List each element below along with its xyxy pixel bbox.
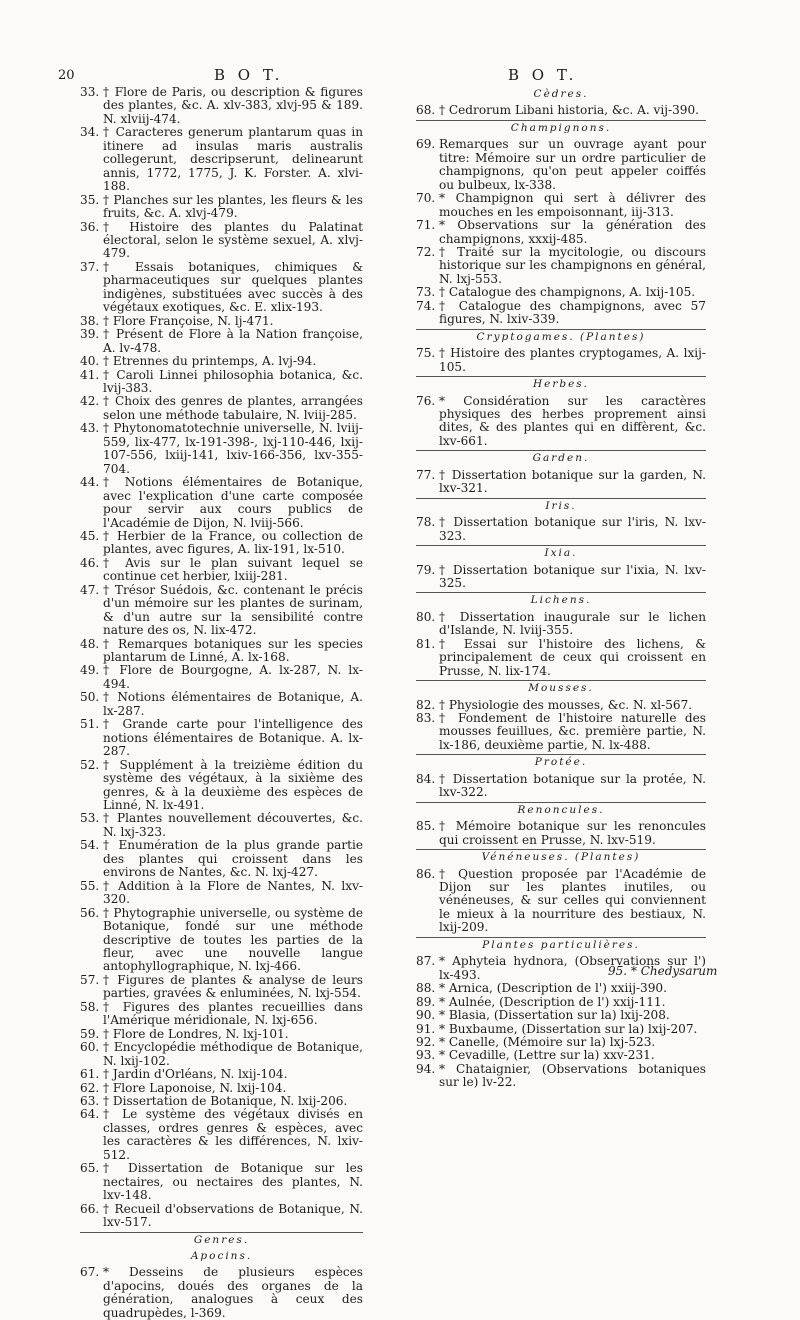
entry-number: 50. (80, 690, 100, 705)
entry-number: 51. (80, 717, 100, 732)
entry-number: 49. (80, 663, 100, 678)
entry-number: 38. (80, 313, 100, 328)
bibliography-entry (416, 868, 706, 935)
bibliography-entry (80, 664, 363, 691)
section-heading: Vénéneuses. (Plantes) (416, 849, 706, 864)
entry-number: 45. (80, 528, 100, 543)
bibliography-entry (80, 1028, 363, 1041)
entry-text: † Notions élémentaires de Botanique, avec l'explication d'une carte composée pour servir aux cours publics de l'Académie de Dijon, N. lviij-566. (103, 475, 363, 530)
entry-number: 80. (416, 609, 436, 624)
bibliography-entry (416, 638, 706, 678)
entry-text: † Dissertation botanique sur l'ixia, N. lxv-325. (439, 562, 706, 590)
section-heading: Ixia. (416, 545, 706, 560)
section-heading: Apocins. (190, 1249, 253, 1262)
entry-number: 34. (80, 125, 100, 140)
entry-text: † Choix des genres de plantes, arrangées selon une méthode tabulaire, N. lviij-285. (103, 394, 363, 422)
bibliography-entry (416, 300, 706, 327)
entry-number: 54. (80, 838, 100, 853)
entry-text: † Caroli Linnei philosophia botanica, &c. lvij-383. (103, 367, 363, 395)
bibliography-entry (80, 194, 363, 221)
entry-number: 42. (80, 394, 100, 409)
entry-text: † Fondement de l'histoire naturelle des mousses feuillues, &c. première partie, N. lx-186, deuxième partie, N. lx-488. (439, 711, 706, 752)
catchword: 95. * Chedysarum (608, 964, 718, 978)
entry-number: 57. (80, 972, 100, 987)
running-head-right: B O T. (508, 66, 578, 84)
entry-text: * Blasia, (Dissertation sur la) lxij-208. (439, 1008, 670, 1023)
bibliography-entry (80, 718, 363, 758)
section-heading: Renoncules. (416, 802, 706, 817)
entry-text: † Physiologie des mousses, &c. N. xl-567. (439, 697, 693, 712)
bibliography-entry (416, 469, 706, 496)
entry-text: * Aphyteia hydnora, (Observations sur l') lx-493. (439, 954, 706, 982)
entry-number: 35. (80, 192, 100, 207)
bibliography-entry (80, 638, 363, 665)
section-heading: Protée. (416, 754, 706, 769)
entry-text: Remarques sur un ouvrage ayant pour titre: Mémoire sur un ordre particulier de champignons, qu'on peut appeler coiffés ou bulbeux, lx-338. (439, 137, 706, 192)
entry-number: 89. (416, 994, 436, 1009)
section-heading: Cèdres. (533, 88, 589, 100)
entry-number: 81. (416, 636, 436, 651)
entry-text: * Arnica, (Description de l') xxiij-390. (439, 981, 667, 996)
bibliography-entry (416, 286, 706, 299)
entry-number: 56. (80, 905, 100, 920)
bibliography-entry (416, 1036, 706, 1049)
bibliography-entry (80, 86, 363, 126)
entry-text: * Observations sur la génération des champignons, xxxij-485. (439, 218, 706, 246)
entry-number: 36. (80, 219, 100, 234)
entry-number: 82. (416, 697, 436, 712)
entry-number: 43. (80, 421, 100, 436)
entry-number: 62. (80, 1080, 100, 1095)
entry-text: † Histoire des plantes cryptogames, A. lxij-105. (439, 346, 706, 374)
bibliography-entry (80, 1041, 363, 1068)
entry-text: † Supplément à la treizième édition du système des végétaux, à la sixième des genres, & à la deuxième des espèces de Linné, N. lx-491. (103, 757, 363, 813)
entry-number: 39. (80, 327, 100, 342)
bibliography-entry (80, 812, 363, 839)
entry-text: * Considération sur les caractères physiques des herbes proprement ainsi dites, & des plantes qui en diffèrent, &c. lxv-661. (439, 393, 706, 448)
bibliography-entry (416, 1063, 706, 1090)
entry-number: 86. (416, 866, 436, 881)
section-heading: Herbes. (416, 376, 706, 391)
bibliography-entry (416, 104, 706, 117)
entry-text: * Aulnée, (Description de l') xxij-111. (439, 994, 666, 1009)
bibliography-entry (416, 347, 706, 374)
entry-text: † Phytographie universelle, ou système de Botanique, fondé sur une méthode descriptive de toutes les parties de la fleur, avec une nouvelle langue antophyllographique, N. lxj-466. (103, 905, 363, 974)
section-heading: Plantes particulières. (416, 937, 706, 952)
bibliography-entry (416, 996, 706, 1009)
entry-text: † Trésor Suédois, &c. contenant le précis d'un mémoire sur les plantes de surinam, & d'un autre sur la sensibilité contre nature des os, N. lix-472. (103, 582, 363, 638)
bibliography-entry (80, 1203, 363, 1230)
bibliography-entry (416, 773, 706, 800)
section-heading: Genres. (80, 1232, 363, 1247)
entry-text: † Dissertation de Botanique sur les nectaires, ou nectaires des plantes, N. lxv-148. (103, 1161, 363, 1203)
bibliography-entry (80, 476, 363, 530)
bibliography-entry (416, 138, 706, 192)
entry-number: 69. (416, 137, 436, 152)
entry-text: † Essai sur l'histoire des lichens, & principalement de ceux qui croissent en Prusse, N. lix-174. (439, 636, 706, 678)
entry-text: † Histoire des plantes du Palatinat électoral, selon le système sexuel, A. xlvj-479. (103, 219, 363, 261)
section-heading: Mousses. (416, 680, 706, 695)
entry-text: † Remarques botaniques sur les species plantarum de Linné, A. lx-168. (103, 636, 363, 665)
bibliography-entry (80, 1068, 363, 1081)
bibliography-entry (416, 395, 706, 449)
entry-number: 44. (80, 475, 100, 490)
entry-text: † Avis sur le plan suivant lequel se continue cet herbier, lxiij-281. (103, 555, 363, 584)
entry-number: 53. (80, 811, 100, 826)
entry-text: † Présent de Flore à la Nation françoise, A. lv-478. (103, 327, 363, 355)
entry-text: † Flore de Paris, ou description & figures des plantes, &c. A. xlv-383, xlvj-95 & 189. N. xlviij-474. (103, 85, 363, 126)
entry-text: † Planches sur les plantes, les fleurs & les fruits, &c. A. xlvj-479. (103, 192, 363, 221)
bibliography-entry (416, 982, 706, 995)
entry-text: † Le système des végétaux divisés en classes, ordres genres & espèces, avec les caractères & les différences, N. lxiv-512. (103, 1107, 363, 1162)
entry-text: † Dissertation botanique sur l'iris, N. lxv-323. (439, 515, 706, 543)
entry-text: † Notions élémentaires de Botanique, A. lx-287. (103, 690, 363, 718)
section-heading: Lichens. (416, 592, 706, 607)
entry-number: 70. (416, 191, 436, 206)
entry-number: 60. (80, 1040, 100, 1055)
bibliography-entry (80, 1162, 363, 1202)
entry-text: † Essais botaniques, chimiques & pharmaceutiques sur quelques plantes indigènes, substituées avec succès à des végétaux exotiques, &c. E. xlix-193. (103, 259, 363, 315)
bibliography-entry (80, 880, 363, 907)
entry-text: † Enumération de la plus grande partie des plantes qui croissent dans les environs de Nantes, &c. N. lxj-427. (103, 838, 363, 880)
page-number: 20 (58, 68, 75, 83)
entry-number: 61. (80, 1067, 100, 1082)
entry-number: 52. (80, 757, 100, 772)
entry-number: 84. (416, 771, 436, 786)
entry-number: 65. (80, 1161, 100, 1176)
bibliography-entry (80, 422, 363, 476)
entry-number: 88. (416, 981, 436, 996)
right-column (416, 86, 706, 1090)
bibliography-entry (416, 1009, 706, 1022)
bibliography-entry (80, 1108, 363, 1162)
section-heading: Iris. (416, 498, 706, 513)
entry-number: 75. (416, 346, 436, 361)
entry-number: 33. (80, 85, 100, 99)
entry-number: 87. (416, 954, 436, 969)
entry-text: * Desseins de plusieurs espèces d'apocins, doués des organes de la génération, analogues à ceux des quadrupèdes, l-369. (103, 1265, 363, 1320)
entry-text: † Dissertation de Botanique, N. lxij-206. (103, 1093, 348, 1108)
bibliography-entry (416, 712, 706, 752)
bibliography-entry (80, 691, 363, 718)
bibliography-entry (80, 369, 363, 396)
bibliography-entry (416, 611, 706, 638)
bibliography-entry (80, 395, 363, 422)
bibliography-entry (80, 328, 363, 355)
entry-number: 72. (416, 244, 436, 259)
bibliography-entry (80, 839, 363, 879)
entry-text: † Etrennes du printemps, A. lvj-94. (103, 354, 317, 369)
entry-number: 40. (80, 354, 100, 369)
entry-text: † Dissertation inaugurale sur le lichen d'Islande, N. lviij-355. (439, 609, 706, 638)
entry-text: † Encyclopédie méthodique de Botanique, N. lxij-102. (103, 1040, 363, 1068)
section-heading: Cryptogames. (Plantes) (416, 329, 706, 344)
left-column (80, 86, 363, 1320)
section-heading: Champignons. (416, 120, 706, 135)
bibliography-entry (80, 974, 363, 1001)
entry-number: 58. (80, 999, 100, 1014)
bibliography-entry (80, 1001, 363, 1028)
entry-number: 59. (80, 1026, 100, 1041)
entry-text: † Grande carte pour l'intelligence des notions élémentaires de Botanique. A. lx-287. (103, 717, 363, 759)
entry-text: † Question proposée par l'Académie de Dijon sur les plantes inutiles, ou vénéneuses, & sur celles qui conviennent le mieux à la nourriture des bestiaux, N. lxij-209. (439, 866, 706, 935)
entry-number: 93. (416, 1048, 436, 1063)
entry-text: * Champignon qui sert à délivrer des mouches en les empoisonnant, iij-313. (439, 191, 706, 219)
entry-text: * Cevadille, (Lettre sur la) xxv-231. (439, 1048, 655, 1063)
bibliography-entry (416, 1023, 706, 1036)
entry-text: † Cedrorum Libani historia, &c. A. vij-390. (439, 103, 700, 118)
entry-number: 74. (416, 298, 436, 313)
bibliography-entry (416, 564, 706, 591)
bibliography-entry (80, 759, 363, 813)
entry-text: † Catalogue des champignons, A. lxij-105. (439, 285, 696, 300)
entry-text: * Buxbaume, (Dissertation sur la) lxij-207. (439, 1021, 698, 1036)
entry-text: † Catalogue des champignons, avec 57 figures, N. lxiv-339. (439, 298, 706, 327)
bibliography-entry (416, 1049, 706, 1062)
bibliography-entry (416, 516, 706, 543)
bibliography-entry (80, 557, 363, 584)
entry-text: * Chataignier, (Observations botaniques sur le) lv-22. (439, 1061, 706, 1090)
entry-number: 79. (416, 562, 436, 577)
bibliography-entry (416, 699, 706, 712)
entry-text: † Figures des plantes recueillies dans l'Amérique méridionale, N. lxj-656. (103, 999, 363, 1028)
entry-number: 76. (416, 393, 436, 408)
entry-number: 85. (416, 819, 436, 834)
entry-number: 78. (416, 515, 436, 530)
bibliography-entry (80, 126, 363, 193)
entry-text: † Figures de plantes & analyse de leurs parties, gravées & enluminées, N. lxj-554. (103, 972, 363, 1001)
entry-number: 92. (416, 1035, 436, 1049)
bibliography-entry (416, 219, 706, 246)
entry-number: 67. (80, 1265, 100, 1280)
bibliography-entry (80, 907, 363, 974)
entry-number: 66. (80, 1201, 100, 1216)
bibliography-entry (80, 1095, 363, 1108)
entry-text: † Flore de Londres, N. lxj-101. (103, 1026, 289, 1041)
entry-number: 47. (80, 582, 100, 597)
entry-text: * Canelle, (Mémoire sur la) lxj-523. (439, 1035, 656, 1049)
entry-text: † Phytonomatotechnie universelle, N. lviij-559, lix-477, lx-191-398-, lxj-110-446, lxij-107-556, lxiij-141, lxiv-166-356, lxv-355-704. (103, 421, 363, 476)
entry-text: † Recueil d'observations de Botanique, N. lxv-517. (103, 1201, 363, 1230)
entry-number: 77. (416, 467, 436, 482)
entry-number: 37. (80, 259, 100, 274)
entry-number: 46. (80, 555, 100, 570)
entry-text: † Plantes nouvellement découvertes, &c. N. lxj-323. (103, 811, 363, 839)
entry-text: † Traité sur la mycitologie, ou discours historique sur les champignons en général, N. lxj-553. (439, 244, 706, 286)
entry-number: 63. (80, 1093, 100, 1108)
entry-number: 48. (80, 636, 100, 651)
entry-number: 90. (416, 1008, 436, 1023)
bibliography-entry (416, 820, 706, 847)
bibliography-entry (80, 584, 363, 638)
bibliography-entry (80, 1266, 363, 1320)
entry-number: 41. (80, 367, 100, 382)
entry-number: 73. (416, 285, 436, 300)
entry-text: † Addition à la Flore de Nantes, N. lxv-320. (103, 878, 363, 907)
bibliography-entry (80, 221, 363, 261)
entry-text: † Herbier de la France, ou collection de plantes, avec figures, A. lix-191, lx-510. (103, 528, 363, 557)
bibliography-entry (80, 315, 363, 328)
entry-number: 64. (80, 1107, 100, 1122)
entry-number: 94. (416, 1061, 436, 1076)
bibliography-entry (80, 1082, 363, 1095)
running-head-left: B O T. (214, 66, 284, 84)
bibliography-entry (80, 261, 363, 315)
entry-text: † Dissertation botanique sur la garden, N. lxv-321. (439, 467, 706, 496)
bibliography-entry (80, 530, 363, 557)
entry-number: 91. (416, 1021, 436, 1036)
entry-text: † Caracteres generum plantarum quas in itinere ad insulas maris australis collegerunt, descripserunt, delinearunt annis, 1772, 1775, J. K. Forster. A. xlvi-188. (103, 125, 363, 194)
entry-text: † Mémoire botanique sur les renoncules qui croissent en Prusse, N. lxv-519. (439, 819, 706, 847)
entry-number: 55. (80, 878, 100, 893)
entry-text: † Flore Françoise, N. lj-471. (103, 313, 274, 328)
entry-text: † Flore de Bourgogne, A. lx-287, N. lx-494. (103, 663, 363, 691)
entry-number: 68. (416, 103, 436, 118)
section-heading: Garden. (416, 450, 706, 465)
bibliography-entry (80, 355, 363, 368)
entry-text: † Flore Laponoise, N. lxij-104. (103, 1080, 287, 1095)
entry-number: 71. (416, 218, 436, 233)
entry-text: † Jardin d'Orléans, N. lxij-104. (103, 1067, 288, 1082)
entry-text: † Dissertation botanique sur la protée, N. lxv-322. (439, 771, 706, 800)
entry-number: 83. (416, 711, 436, 726)
bibliography-entry (416, 192, 706, 219)
bibliography-entry (416, 246, 706, 286)
